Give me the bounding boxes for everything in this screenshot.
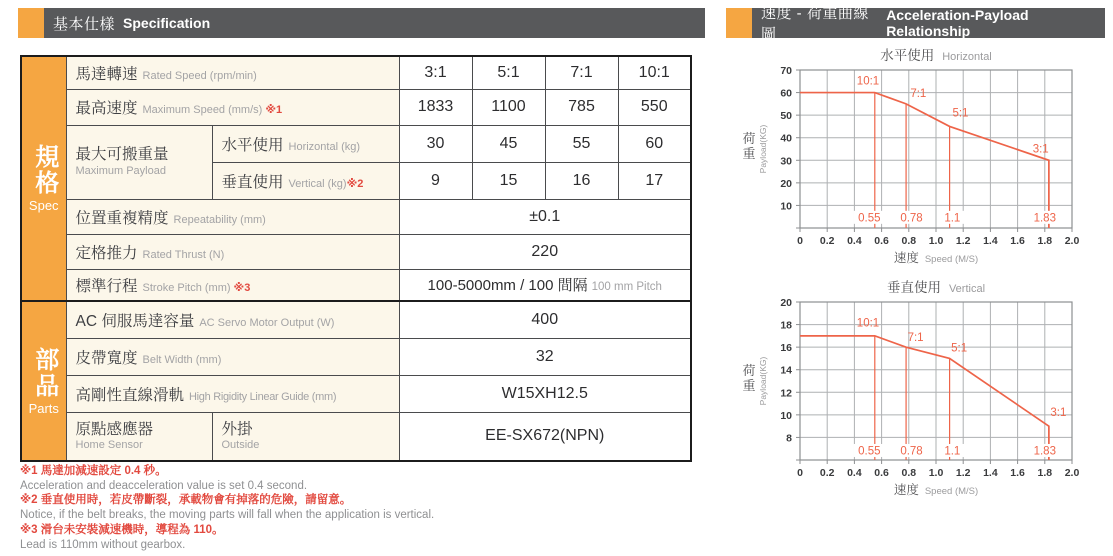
row-label-belt: 皮帶寬度 Belt Width (mm) bbox=[66, 338, 399, 375]
specification-title-en: Specification bbox=[123, 15, 211, 31]
vertical-chart-svg bbox=[736, 278, 1096, 506]
table-row-home-sensor bbox=[21, 412, 691, 461]
table-row-max-speed bbox=[21, 89, 691, 125]
svg-text:7:1: 7:1 bbox=[907, 331, 924, 344]
svg-text:1.2: 1.2 bbox=[955, 235, 971, 247]
payload-horizontal-5-1: 45 bbox=[472, 125, 545, 162]
svg-text:0.78: 0.78 bbox=[900, 445, 923, 458]
footnotes bbox=[20, 464, 680, 552]
chart-header-bar bbox=[752, 5, 1105, 43]
horizontal-payload-chart bbox=[736, 46, 1096, 274]
specification-header-bar bbox=[44, 8, 705, 38]
svg-text:50: 50 bbox=[780, 110, 792, 123]
horizontal-chart-svg bbox=[736, 46, 1096, 274]
svg-text:30: 30 bbox=[780, 155, 792, 168]
svg-text:0.2: 0.2 bbox=[819, 467, 835, 479]
home-sensor-value: EE-SX672(NPN) bbox=[399, 412, 691, 461]
svg-text:2.0: 2.0 bbox=[1064, 467, 1080, 479]
svg-text:荷: 荷 bbox=[742, 131, 756, 146]
svg-text:0.6: 0.6 bbox=[874, 235, 889, 247]
specification-title-cn: 基本仕樣 bbox=[53, 15, 116, 33]
svg-text:荷: 荷 bbox=[742, 363, 756, 378]
svg-text:3:1: 3:1 bbox=[1050, 406, 1067, 419]
svg-text:0.4: 0.4 bbox=[847, 467, 862, 479]
svg-text:0: 0 bbox=[797, 235, 803, 247]
svg-text:5:1: 5:1 bbox=[951, 342, 968, 355]
row-label-max-payload: 最大可搬重量 Maximum Payload bbox=[66, 125, 212, 199]
svg-text:20: 20 bbox=[780, 177, 792, 190]
svg-text:16: 16 bbox=[780, 342, 792, 355]
svg-text:速度Speed (M/S): 速度 Speed (M/S) bbox=[893, 483, 979, 497]
ratio-cell-10-1: 10:1 bbox=[618, 56, 691, 89]
svg-text:0.6: 0.6 bbox=[874, 467, 889, 479]
svg-text:1.4: 1.4 bbox=[983, 235, 998, 247]
svg-text:重: 重 bbox=[742, 146, 756, 161]
specification-section-header bbox=[18, 8, 705, 38]
payload-horizontal-10-1: 60 bbox=[618, 125, 691, 162]
sub-label-vertical: 垂直使用 Vertical (kg)※2 bbox=[212, 162, 399, 199]
svg-text:40: 40 bbox=[780, 132, 792, 145]
svg-text:1.0: 1.0 bbox=[928, 467, 944, 479]
parts-section-label-cn: 部品 bbox=[30, 346, 58, 399]
svg-text:1.83: 1.83 bbox=[1033, 445, 1056, 458]
svg-text:1.6: 1.6 bbox=[1010, 235, 1025, 247]
footnote-3-en: Lead is 110mm without gearbox. bbox=[20, 538, 186, 551]
svg-text:0.55: 0.55 bbox=[858, 445, 881, 458]
row-label-rated-speed: 馬達轉速 Rated Speed (rpm/min) bbox=[66, 56, 399, 89]
section-cell-spec bbox=[21, 56, 66, 301]
table-row-payload-horizontal bbox=[21, 125, 691, 162]
sub-label-outside: 外掛 Outside bbox=[212, 412, 399, 461]
payload-horizontal-7-1: 55 bbox=[545, 125, 618, 162]
table-row-rated-thrust bbox=[21, 234, 691, 269]
table-row-belt bbox=[21, 338, 691, 375]
svg-text:10:1: 10:1 bbox=[856, 75, 880, 88]
max-speed-5-1: 1100 bbox=[472, 89, 545, 125]
payload-vertical-5-1: 15 bbox=[472, 162, 545, 199]
footnote-2-en: Notice, if the belt breaks, the moving parts will fall when the application is vertical. bbox=[20, 509, 435, 522]
footnote-2-cn: ※2 垂直使用時，若皮帶斷裂，承載物會有掉落的危險，請留意。 bbox=[20, 494, 352, 507]
table-row-servo bbox=[21, 301, 691, 338]
table-row-repeatability bbox=[21, 199, 691, 234]
guide-value: W15XH12.5 bbox=[399, 375, 691, 412]
chart-title-cn: 速度 - 荷重曲線圖 bbox=[761, 5, 869, 43]
payload-vertical-3-1: 9 bbox=[399, 162, 472, 199]
row-label-stroke: 標準行程 Stroke Pitch (mm) ※3 bbox=[66, 269, 399, 301]
footnote-1-en: Acceleration and deacceleration value is set 0.4 second. bbox=[20, 479, 308, 492]
chart-title-en: Acceleration-Payload Relationship bbox=[886, 7, 1029, 39]
table-row-rated-speed bbox=[21, 56, 691, 89]
orange-accent-square bbox=[18, 8, 44, 38]
svg-text:3:1: 3:1 bbox=[1032, 143, 1049, 156]
svg-text:20: 20 bbox=[780, 297, 792, 309]
chart-section-header bbox=[726, 5, 1105, 43]
row-label-repeatability: 位置重複精度 Repeatability (mm) bbox=[66, 199, 399, 234]
payload-vertical-10-1: 17 bbox=[618, 162, 691, 199]
svg-text:5:1: 5:1 bbox=[952, 107, 969, 120]
svg-text:8: 8 bbox=[786, 432, 792, 445]
svg-text:60: 60 bbox=[780, 87, 792, 100]
svg-text:7:1: 7:1 bbox=[910, 88, 927, 101]
svg-text:0.55: 0.55 bbox=[858, 212, 881, 225]
servo-value: 400 bbox=[399, 301, 691, 338]
spec-section-label-cn: 規格 bbox=[30, 144, 58, 196]
row-label-max-speed: 最高速度 Maximum Speed (mm/s) ※1 bbox=[66, 89, 399, 125]
ratio-cell-7-1: 7:1 bbox=[545, 56, 618, 89]
repeatability-value: ±0.1 bbox=[399, 199, 691, 234]
svg-text:0.8: 0.8 bbox=[901, 467, 917, 479]
spec-table bbox=[20, 55, 692, 462]
table-row-guide bbox=[21, 375, 691, 412]
svg-text:Payload(KG): Payload(KG) bbox=[758, 124, 768, 174]
parts-section-label-en: Parts bbox=[28, 400, 59, 416]
payload-vertical-7-1: 16 bbox=[545, 162, 618, 199]
section-cell-parts bbox=[21, 301, 66, 461]
svg-text:12: 12 bbox=[780, 387, 792, 400]
svg-text:0.78: 0.78 bbox=[900, 212, 923, 225]
max-speed-3-1: 1833 bbox=[399, 89, 472, 125]
svg-text:1.1: 1.1 bbox=[944, 445, 961, 458]
table-row-stroke bbox=[21, 269, 691, 301]
max-speed-10-1: 550 bbox=[618, 89, 691, 125]
svg-text:10: 10 bbox=[780, 409, 792, 422]
svg-text:0.4: 0.4 bbox=[847, 235, 862, 247]
footnote-3-cn: ※3 滑台未安裝減速機時，導程為 110。 bbox=[20, 523, 224, 536]
max-speed-7-1: 785 bbox=[545, 89, 618, 125]
svg-text:1.6: 1.6 bbox=[1010, 467, 1025, 479]
orange-accent-square bbox=[726, 8, 752, 38]
sub-label-horizontal: 水平使用 Horizontal (kg) bbox=[212, 125, 399, 162]
svg-text:1.83: 1.83 bbox=[1033, 212, 1056, 225]
row-label-servo: AC 伺服馬達容量 AC Servo Motor Output (W) bbox=[66, 301, 399, 338]
svg-text:垂直使用Vertical: 垂直使用 Vertical bbox=[886, 280, 986, 295]
row-label-home-sensor: 原點感應器 Home Sensor bbox=[66, 412, 212, 461]
svg-text:2.0: 2.0 bbox=[1064, 235, 1080, 247]
svg-text:70: 70 bbox=[780, 65, 792, 77]
row-label-guide: 高剛性直線滑軌 High Rigidity Linear Guide (mm) bbox=[66, 375, 399, 412]
footnote-1-cn: ※1 馬達加減速設定 0.4 秒。 bbox=[20, 465, 167, 477]
ratio-cell-5-1: 5:1 bbox=[472, 56, 545, 89]
svg-text:Payload(KG): Payload(KG) bbox=[758, 356, 768, 406]
payload-horizontal-3-1: 30 bbox=[399, 125, 472, 162]
svg-text:1.1: 1.1 bbox=[944, 212, 961, 225]
svg-text:速度Speed (M/S): 速度 Speed (M/S) bbox=[893, 251, 979, 265]
stroke-value: 100-5000mm / 100 間隔 100 mm Pitch bbox=[399, 269, 691, 301]
svg-text:水平使用Horizontal: 水平使用 Horizontal bbox=[880, 48, 992, 63]
spec-section-label-en: Spec bbox=[28, 198, 59, 213]
vertical-payload-chart bbox=[736, 278, 1096, 506]
svg-text:1.8: 1.8 bbox=[1037, 235, 1053, 247]
svg-text:1.2: 1.2 bbox=[955, 467, 971, 479]
svg-text:0: 0 bbox=[797, 467, 803, 479]
svg-text:0.2: 0.2 bbox=[819, 235, 835, 247]
svg-text:10: 10 bbox=[780, 200, 792, 213]
svg-text:0.8: 0.8 bbox=[901, 235, 917, 247]
svg-text:14: 14 bbox=[780, 364, 792, 377]
svg-text:重: 重 bbox=[742, 378, 756, 393]
svg-text:1.4: 1.4 bbox=[983, 467, 998, 479]
svg-text:1.8: 1.8 bbox=[1037, 467, 1053, 479]
belt-value: 32 bbox=[399, 338, 691, 375]
row-label-rated-thrust: 定格推力 Rated Thrust (N) bbox=[66, 234, 399, 269]
svg-text:18: 18 bbox=[780, 319, 792, 332]
ratio-cell-3-1: 3:1 bbox=[399, 56, 472, 89]
svg-text:10:1: 10:1 bbox=[856, 317, 880, 330]
svg-text:1.0: 1.0 bbox=[928, 235, 944, 247]
rated-thrust-value: 220 bbox=[399, 234, 691, 269]
